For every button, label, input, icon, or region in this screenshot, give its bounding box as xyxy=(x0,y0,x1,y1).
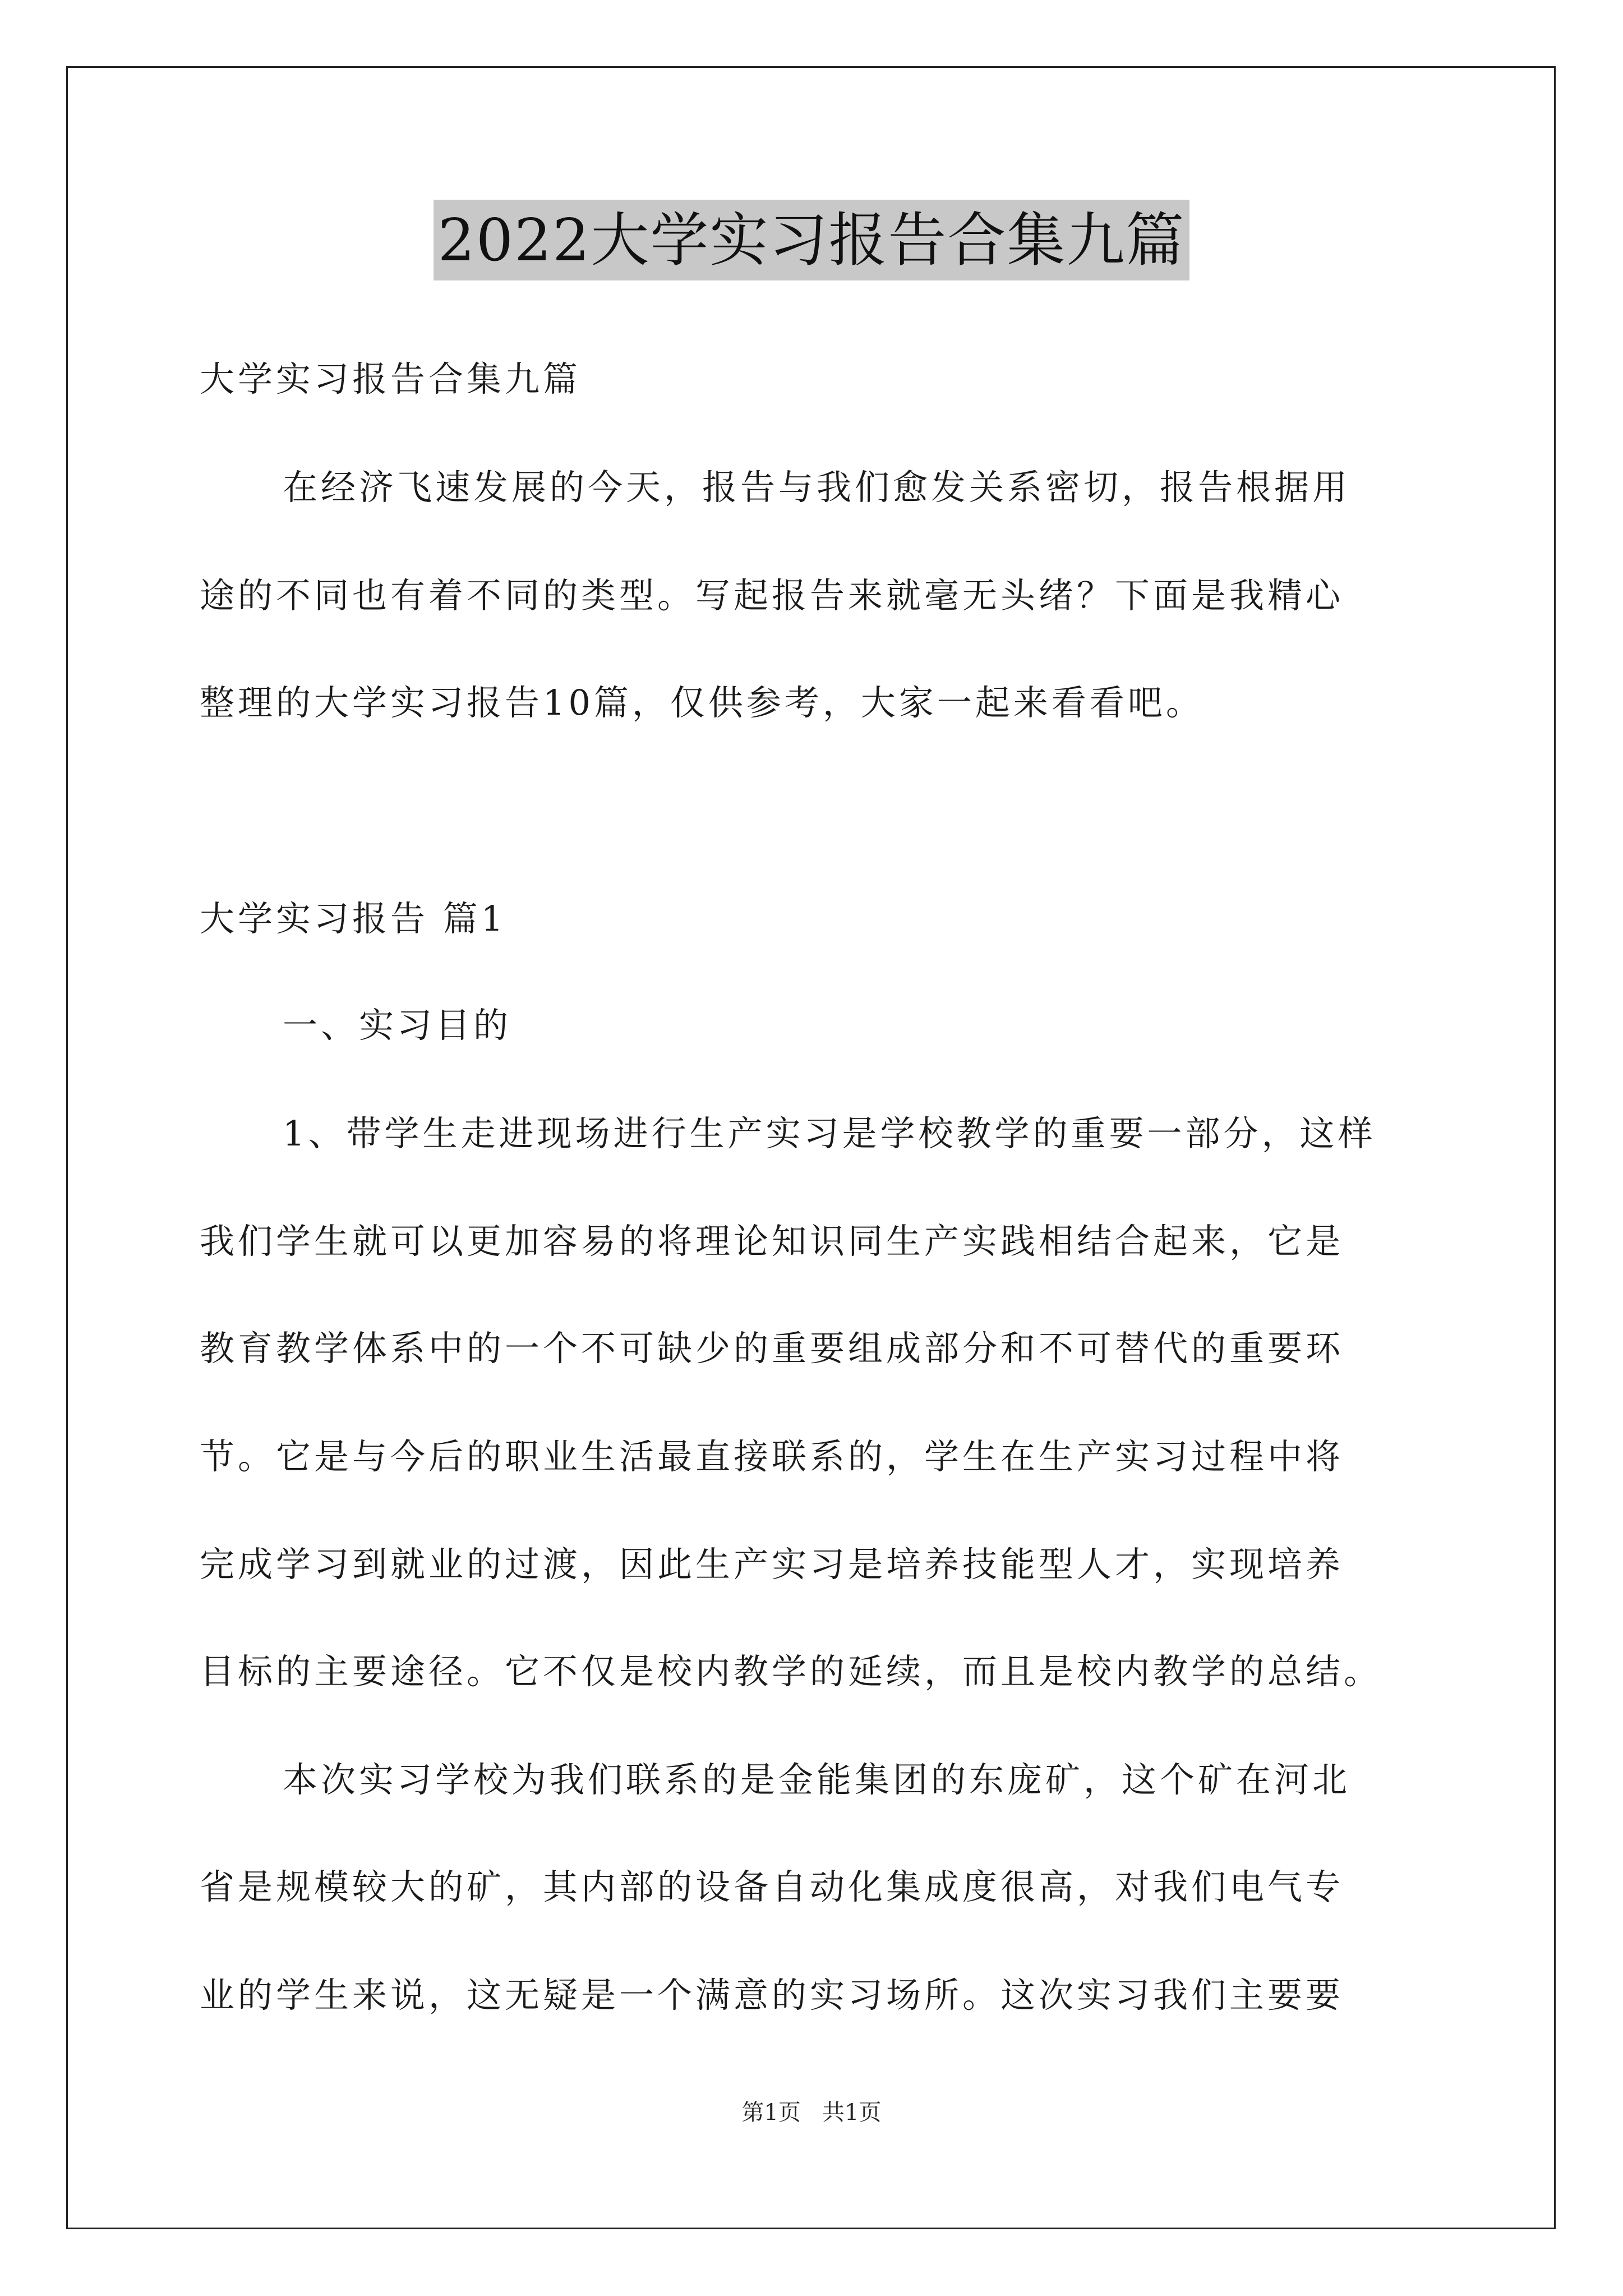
section-heading: 大学实习报告 篇1 xyxy=(200,898,507,939)
paragraph-line: 本次实习学校为我们联系的是金能集团的东庞矿，这个矿在河北 xyxy=(283,1759,1351,1800)
document-subtitle: 大学实习报告合集九篇 xyxy=(200,358,582,399)
paragraph-line: 节。它是与今后的职业生活最直接联系的，学生在生产实习过程中将 xyxy=(200,1436,1344,1477)
intro-line: 在经济飞速发展的今天，报告与我们愈发关系密切，报告根据用 xyxy=(283,467,1351,508)
document-title: 2022大学实习报告合集九篇 xyxy=(434,200,1190,280)
subsection-heading: 一、实习目的 xyxy=(283,1005,512,1046)
page-footer: 第1页 共1页 xyxy=(741,2100,882,2125)
paragraph-line: 1、带学生走进现场进行生产实习是学校教学的重要一部分，这样 xyxy=(283,1113,1376,1154)
paragraph-line: 教育教学体系中的一个不可缺少的重要组成部分和不可替代的重要环 xyxy=(200,1328,1344,1369)
document-title-wrapper xyxy=(0,200,1623,280)
paragraph-line: 业的学生来说，这无疑是一个满意的实习场所。这次实习我们主要要 xyxy=(200,1975,1344,2016)
paragraph-line: 目标的主要途径。它不仅是校内教学的延续，而且是校内教学的总结。 xyxy=(200,1651,1382,1692)
intro-line: 途的不同也有着不同的类型。写起报告来就毫无头绪？下面是我精心 xyxy=(200,575,1344,616)
paragraph-line: 省是规模较大的矿，其内部的设备自动化集成度很高，对我们电气专 xyxy=(200,1866,1344,1907)
paragraph-line: 我们学生就可以更加容易的将理论知识同生产实践相结合起来，它是 xyxy=(200,1221,1344,1262)
paragraph-line: 完成学习到就业的过渡，因此生产实习是培养技能型人才，实现培养 xyxy=(200,1544,1344,1585)
intro-line: 整理的大学实习报告10篇，仅供参考，大家一起来看看吧。 xyxy=(200,682,1204,723)
